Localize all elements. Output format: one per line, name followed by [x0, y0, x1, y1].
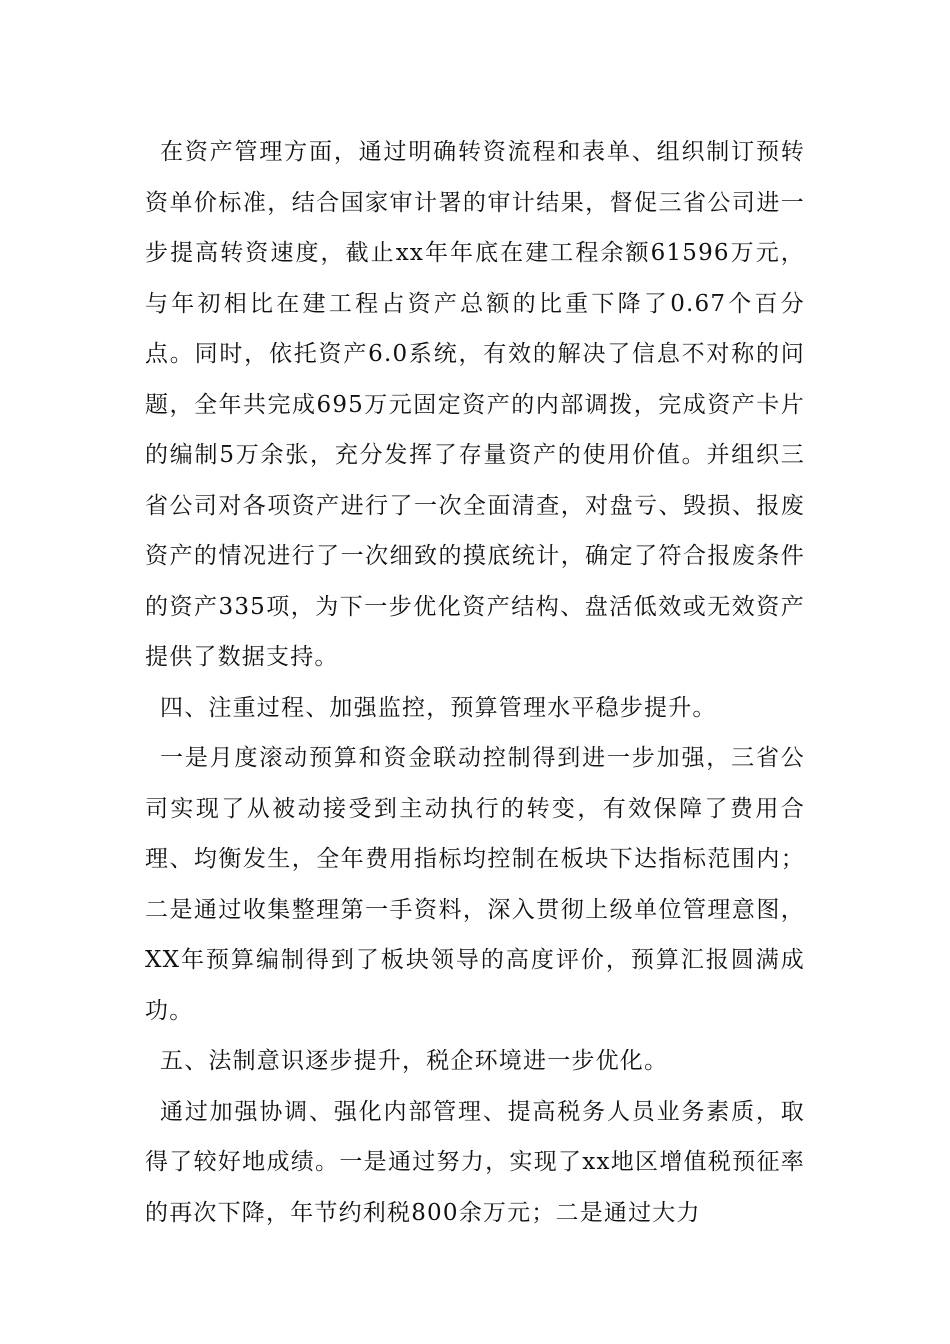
section-heading-budget: 四、注重过程、加强监控，预算管理水平稳步提升。 — [160, 694, 717, 721]
paragraph-asset-management: 在资产管理方面，通过明确转资流程和表单、组织制订预转资单价标准，结合国家审计署的审计结果，督促三省公司进一步提高转资速度，截止xx年年底在建工程余额61596万元，与年初相比在建工程占资产总额的比重下降了0.67个百分点。同时，依托资产6.0系统，有效的解决了信息不对称的问题，全年共完成695万元固定资产的内部调拨，完成资产卡片的编制5万余张，充分发挥了存量资产的使用价值。并组织三省公司对各项资产进行了一次全面清查，对盘亏、毁损、报废资产的情况进行了一次细致的摸底统计，确定了符合报废条件的资产335项，为下一步优化资产结构、盘活低效或无效资产提供了数据支持。 — [145, 139, 805, 670]
document-body — [145, 127, 805, 1238]
paragraph-budget: 一是月度滚动预算和资金联动控制得到进一步加强，三省公司实现了从被动接受到主动执行的转变，有效保障了费用合理、均衡发生，全年费用指标均控制在板块下达指标范围内；二是通过收集整理第一手资料，深入贯彻上级单位管理意图，XX年预算编制得到了板块领导的高度评价，预算汇报圆满成功。 — [145, 745, 805, 1024]
paragraph-tax: 通过加强协调、强化内部管理、提高税务人员业务素质，取得了较好地成绩。一是通过努力，实现了xx地区增值税预征率的再次下降，年节约利税800余万元；二是通过大力 — [145, 1098, 805, 1226]
section-heading-tax: 五、法制意识逐步提升，税企环境进一步优化。 — [160, 1048, 669, 1074]
